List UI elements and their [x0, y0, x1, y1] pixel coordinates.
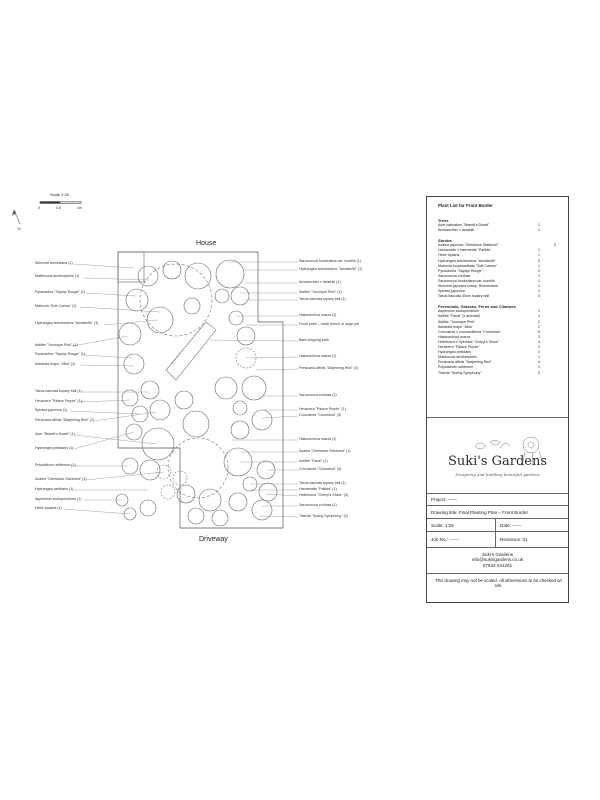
plant-name: Astilbe "Fanal" (x arendsii) — [438, 314, 481, 319]
plant-quantity: 2 — [538, 345, 540, 349]
left-label-3: Mahonia "Soft Caress" (1) — [35, 304, 77, 308]
scale-field: Scale: 1:25 — [431, 523, 454, 528]
disclaimer-area — [427, 573, 568, 603]
left-label-5: Astilbe "Younique Pink" (1) — [35, 343, 78, 347]
project-field: Project: ------ — [431, 497, 458, 502]
plant-name: Hydrangea arborescens "Annabelle" — [438, 258, 496, 263]
plant-name: Matteuccia struthiopteris — [438, 355, 477, 360]
scale-title: Scale 1:25 — [50, 192, 69, 197]
contact-area — [427, 547, 568, 573]
plant-quantity: 2 — [554, 243, 556, 248]
border-outline — [118, 252, 283, 528]
plant-quantity: 2 — [538, 350, 540, 355]
right-label-13: Hakonechloa macra (1) — [299, 437, 337, 441]
right-label-6: Focal point – rustic bench or large pot — [299, 322, 360, 326]
plant-name: Polystichum setiferum — [438, 365, 474, 370]
plant-quantity: 3 — [538, 334, 540, 339]
left-label-6: Pyracantha "Saphyr Rouge" (1) — [35, 352, 86, 356]
right-label-15: Astilbe "Fanal" (1) — [299, 459, 328, 463]
right-label-4: Taxus baccata topiary ball (1) — [299, 297, 346, 301]
plant-name: Astilbe "Younique Pink" — [438, 319, 476, 324]
plant-group-heading: Shrubs — [438, 238, 452, 244]
plant-quantity: 1 — [538, 263, 540, 268]
plant-quantity: 1 — [538, 248, 540, 253]
driveway-label: Driveway — [199, 536, 228, 543]
left-label-9: Heuchera "Palace Purple" (1) — [35, 399, 82, 403]
plant-name: Hakonechloa macra — [438, 334, 470, 339]
plant-name: Hamamelis x intermedia "Pallida" — [438, 248, 491, 253]
contact-name: Suki's Gardens — [481, 552, 513, 557]
plant-quantity: 4 — [538, 360, 540, 365]
scale-tick-0: 0 — [38, 206, 40, 210]
plant-name: Hebe topiaria — [438, 253, 460, 258]
left-label-1: Matteuccia struthiopteris (1) — [35, 274, 80, 278]
plant-quantity: 6 — [538, 329, 540, 334]
right-label-7: Bark chipping path — [299, 338, 329, 342]
plant-quantity: 1 — [538, 278, 540, 283]
plant-name: Pyracantha "Saphyr Rouge" — [438, 268, 483, 273]
brand-tagline: Designing and building beautiful gardens — [455, 472, 540, 477]
plant-name: Mahonia eurybracteata "Soft Caress" — [438, 263, 498, 268]
left-label-18: Hebe topiaria (1) — [35, 506, 62, 510]
right-label-1: Hydrangea arborescens "Annabelle" (1) — [299, 267, 363, 271]
right-label-0: Sarcococca hookeriana var. humilis (1) — [299, 259, 361, 263]
plant-group-heading: Perennials, Grasses, Ferns and Climbers — [438, 304, 516, 310]
plant-name: Astrantia major "Alba" — [438, 324, 473, 329]
contact-phone: 07933 041261 — [482, 562, 513, 568]
scale-tick-mid: 0.5 — [56, 206, 61, 210]
plant-name: Sarcococca confusa — [438, 273, 471, 278]
job-revisions-row — [427, 531, 568, 547]
title-block — [426, 196, 569, 603]
plant-quantity: 2 — [538, 273, 540, 278]
disclaimer-text: This drawing may not be scaled. All dimensions to be checked on site. — [435, 578, 562, 589]
right-label-8: Hakonechloa macra (1) — [299, 354, 337, 358]
plant-quantity: 1 — [538, 289, 540, 294]
right-label-18: Hamamelis "Pallida" (1) — [299, 487, 337, 491]
right-label-14: Azalea "Glendoick Starburst" (1) — [299, 449, 351, 453]
left-label-17: Asplenium scolopendrium (1) — [35, 497, 82, 501]
left-label-12: Acer "Brandt's Dwarf" (1) — [35, 432, 75, 436]
right-label-12: Crocosmia "Columbus" (3) — [299, 413, 342, 417]
drawing-title-field: Drawing title: Final Planting Plan – Front Border — [431, 510, 529, 515]
scale-tick-end: 1m — [77, 206, 82, 210]
right-label-3: Astilbe "Younique Pink" (1) — [299, 290, 342, 294]
left-label-16: Hydrangea petiolaris (1) — [35, 487, 74, 491]
right-label-21: Tiarella "Spring Symphony" (2) — [299, 514, 348, 518]
plant-quantity: 2 — [538, 319, 540, 324]
plant-quantity: 1 — [538, 284, 540, 288]
plant-name: Acer palmatum "Brandt's Dwarf" — [438, 223, 490, 227]
contact-email: info@sukisgardens.co.uk — [471, 557, 524, 563]
plant-quantity: 3 — [538, 339, 540, 344]
plant-name: Asplenium scolopendrium — [438, 309, 480, 314]
plant-quantity: 2 — [538, 258, 540, 263]
plant-name: Taxus baccata 30cm topiary ball — [438, 294, 490, 299]
right-label-19: Helleborus "Cheryl's Shine" (3) — [299, 493, 349, 497]
plant-name: Persicaria affinis "Darjeeling Red" — [438, 360, 492, 365]
right-label-20: Sarcococca confusa (1) — [299, 503, 337, 507]
left-label-11: Persicaria affinis "Darjeeling Red" (2) — [35, 418, 95, 422]
plant-quantity: 3 — [538, 294, 540, 299]
scale-date-row — [427, 518, 568, 531]
brand-name: Suki's Gardens — [447, 454, 548, 469]
plant-quantity: 1 — [538, 253, 540, 258]
revisions-field: Revisions: 01 — [500, 537, 528, 542]
left-label-2: Pyracantha "Saphyr Rouge" (1) — [35, 290, 86, 294]
plant-name: Skimmia japonica subsp. Reevesiana — [438, 284, 498, 288]
right-label-10: Sarcococca confusa (1) — [299, 393, 337, 397]
left-label-0: Skimmia reevesiana (1) — [35, 261, 73, 265]
left-label-13: Hydrangea petiolaris (1) — [35, 446, 74, 450]
plant-quantity: 2 — [538, 268, 540, 273]
plant-name: Azalea japonica "Glendoick Starburst" — [438, 243, 499, 248]
plant-name: Hydrangea petiolaris — [438, 350, 471, 355]
right-label-11: Heuchera "Palace Purple" (1) — [299, 407, 346, 411]
drawing-title-row — [427, 505, 568, 518]
left-label-4: Hydrangea arborescens "Annabelle" (1) — [35, 321, 99, 325]
plant-group-heading: Trees — [438, 218, 449, 223]
plant-name: Heuchera "Palace Purple" — [438, 345, 480, 349]
north-label: N — [18, 227, 21, 231]
plant-name: Tiarella "Spring Symphony" — [438, 370, 482, 375]
scale-bar — [40, 202, 81, 204]
plant-name: Helleborus x hybridus "Cheryl's Shine" — [438, 339, 500, 344]
plant-quantity: 1 — [538, 355, 540, 360]
plant-name: Amelanchier x lamarkii — [438, 228, 475, 233]
job-number-field: Job No.: ------ — [431, 537, 459, 542]
plant-list-title: Plant List for Front Border — [438, 203, 493, 208]
bark-chipping-path — [166, 322, 216, 380]
left-label-15: Azalea "Glendoick Starburst" (1) — [35, 477, 87, 481]
plant-name: Sarcococca hookeriana var. humilis — [438, 278, 495, 283]
plant-name: Crocosmia x crocosmiiflora "Columbus" — [438, 329, 501, 334]
project-row — [427, 493, 568, 505]
brand-area — [427, 417, 568, 493]
house-label: House — [196, 240, 217, 247]
right-label-16: Crocosmia "Columbus" (3) — [299, 467, 342, 471]
plant-quantity: 2 — [538, 324, 540, 329]
right-label-5: Hakonechloa macra (1) — [299, 313, 337, 317]
plant-quantity: 1 — [538, 314, 540, 319]
left-label-8: Taxus baccata topiary ball (1) — [35, 389, 82, 393]
right-label-17: Taxus baccata topiary ball (1) — [299, 481, 346, 485]
plant-quantity: 1 — [538, 309, 540, 314]
left-label-7: Astrantia major "Alba" (2) — [35, 362, 76, 366]
left-label-14: Polystichum setiferum (1) — [35, 463, 76, 467]
plant-quantity: 1 — [538, 228, 540, 233]
north-arrow-icon — [13, 210, 21, 224]
plant-quantity: 1 — [538, 223, 540, 227]
right-label-9: Persicaria affinis "Darjeeling Red" (3) — [299, 366, 359, 370]
right-label-2: Amelanchier x lamarkii (1) — [299, 280, 341, 284]
date-field: Date: ------ — [500, 523, 522, 528]
plant-quantity: 2 — [538, 370, 540, 375]
plant-quantity: 1 — [538, 365, 540, 370]
left-label-10: Spiraea japonica (1) — [35, 408, 68, 412]
plant-name: Spiraea japonica — [438, 289, 465, 294]
